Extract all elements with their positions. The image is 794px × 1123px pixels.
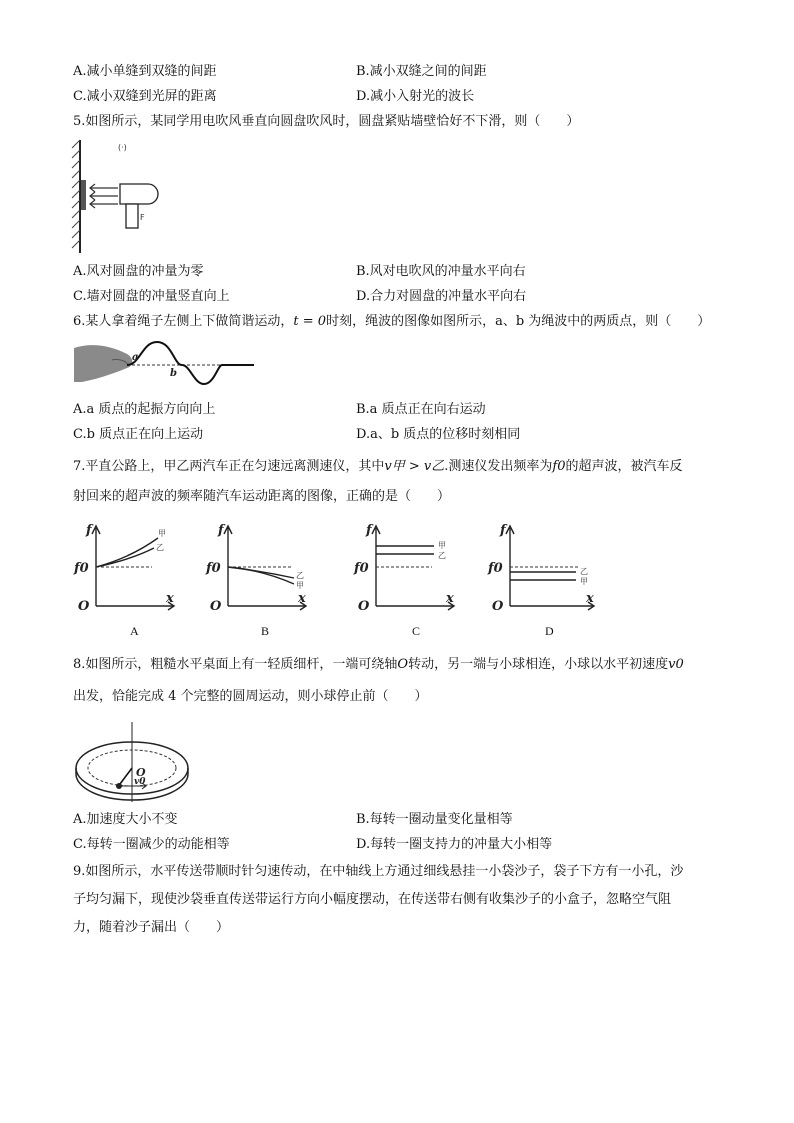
q5-option-a: A.风对圆盘的冲量为零	[73, 264, 204, 279]
svg-text:(·): (·)	[118, 143, 127, 152]
q4-option-c: C.减小双缝到光屏的距离	[73, 89, 217, 104]
q8-option-a: A.加速度大小不变	[73, 812, 178, 827]
svg-text:乙: 乙	[156, 543, 164, 552]
svg-text:f0: f0	[488, 561, 503, 576]
q6-option-c: C.b 质点正在向上运动	[73, 427, 204, 442]
svg-text:O: O	[358, 599, 370, 614]
q4-option-d: D.减小入射光的波长	[356, 89, 475, 104]
svg-text:O: O	[492, 599, 504, 614]
q6-option-b: B.a 质点正在向右运动	[356, 402, 486, 417]
q8-option-c: C.每转一圈减少的动能相等	[73, 837, 230, 852]
q6-option-a: A.a 质点的起振方向向上	[73, 402, 216, 417]
svg-text:f: f	[86, 523, 92, 538]
svg-text:O: O	[210, 599, 222, 614]
q8-option-b: B.每转一圈动量变化量相等	[356, 812, 513, 827]
svg-text:f: f	[366, 523, 372, 538]
svg-text:f: f	[218, 523, 224, 538]
q6-rope-wave-figure	[72, 338, 262, 388]
svg-text:f0: f0	[354, 561, 369, 576]
q4-option-a: A.减小单缝到双缝的间距	[73, 64, 217, 79]
q7-caption-c: C	[412, 624, 421, 638]
q5-option-c: C.墙对圆盘的冲量竖直向上	[73, 289, 230, 304]
q8-option-d: D.每转一圈支持力的冲量大小相等	[356, 837, 553, 852]
svg-text:f: f	[500, 523, 506, 538]
q8-stem-line2: 出发，恰能完成 4 个完整的圆周运动，则小球停止前（ ）	[73, 689, 428, 704]
q8-stem-line1: 8.如图所示，粗糙水平桌面上有一轻质细杆，一端可绕轴O转动，另一端与小球相连，小球以水平初速度v0	[73, 657, 684, 672]
svg-text:x: x	[166, 591, 174, 606]
q9-stem-line2: 子均匀漏下，现使沙袋垂直传送带运行方向小幅度摆动，在传送带右侧有收集沙子的小盒子，忽略空气阻	[73, 892, 672, 907]
svg-text:O: O	[136, 766, 146, 779]
q7-graph-a	[70, 520, 180, 615]
q7-caption-b: B	[261, 624, 270, 638]
svg-text:F: F	[140, 213, 145, 222]
q7-caption-a: A	[130, 624, 139, 638]
svg-text:乙: 乙	[580, 567, 588, 576]
svg-text:乙: 乙	[438, 551, 446, 560]
svg-text:v0: v0	[134, 777, 146, 787]
q7-caption-d: D	[545, 624, 554, 638]
svg-text:f0: f0	[74, 561, 89, 576]
q7-graph-c	[350, 520, 460, 615]
q5-hairdryer-figure	[68, 138, 178, 258]
q5-stem: 5.如图所示，某同学用电吹风垂直向圆盘吹风时，圆盘紧贴墙壁恰好不下滑，则（ ）	[73, 114, 580, 129]
svg-text:甲: 甲	[580, 577, 588, 586]
svg-text:甲: 甲	[296, 581, 304, 590]
q6-label-a: a	[132, 352, 139, 363]
svg-text:x: x	[586, 591, 594, 606]
q7-graph-b	[202, 520, 312, 615]
q6-stem: 6.某人拿着绳子左侧上下做简谐运动，t = 0时刻，绳波的图像如图所示，a、b 为绳波中的两质点，则（ ）	[73, 314, 711, 329]
svg-text:x: x	[298, 591, 306, 606]
q8-table-figure	[72, 720, 192, 805]
q7-stem-line1: 7.平直公路上，甲乙两汽车正在匀速远离测速仪，其中v甲 > v乙.测速仪发出频率为f0的超声波，被汽车反	[73, 459, 683, 474]
q9-stem-line1: 9.如图所示，水平传送带顺时针匀速传动，在中轴线上方通过细线悬挂一小袋沙子，袋子下方有一小孔，沙	[73, 864, 684, 879]
svg-text:O: O	[78, 599, 90, 614]
svg-text:乙: 乙	[296, 571, 304, 580]
q5-option-d: D.合力对圆盘的冲量水平向右	[356, 289, 527, 304]
svg-text:x: x	[446, 591, 454, 606]
svg-text:甲: 甲	[438, 541, 446, 550]
q9-stem-line3: 力，随着沙子漏出（ ）	[73, 920, 230, 935]
q5-option-b: B.风对电吹风的冲量水平向右	[356, 264, 526, 279]
q4-option-b: B.减小双缝之间的间距	[356, 64, 487, 79]
svg-text:f0: f0	[206, 561, 221, 576]
q7-stem-line2: 射回来的超声波的频率随汽车运动距离的图像，正确的是（ ）	[73, 489, 451, 504]
svg-text:甲: 甲	[158, 529, 166, 538]
q7-graph-d	[484, 520, 604, 615]
q6-label-b: b	[170, 368, 177, 379]
q6-option-d: D.a、b 质点的位移时刻相同	[356, 427, 521, 442]
